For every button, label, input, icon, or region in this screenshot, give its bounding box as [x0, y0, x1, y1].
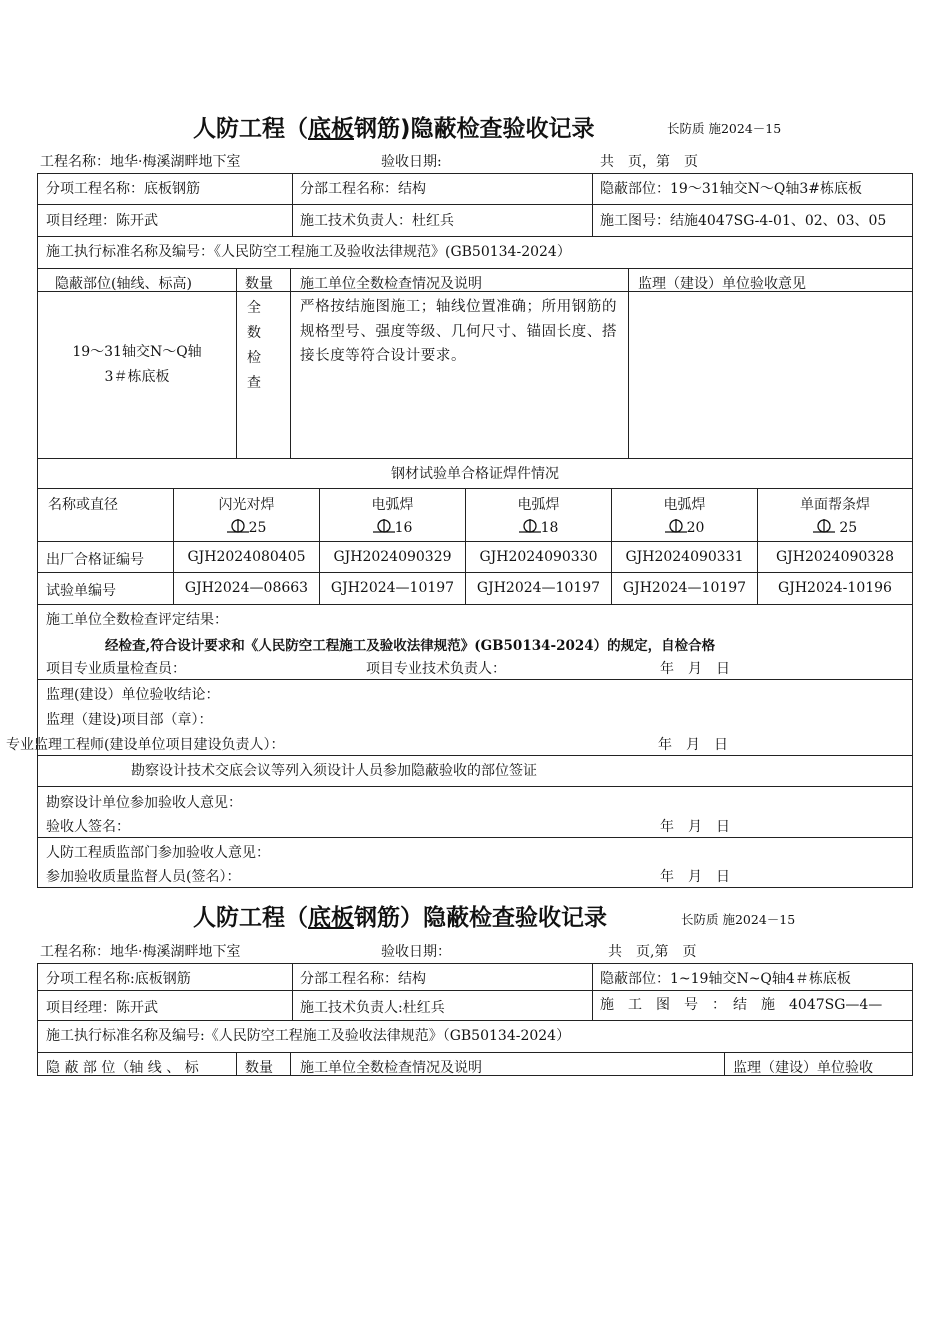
rebar-grade-icon [519, 518, 541, 534]
doc-number: 长防质 施2024－15 [667, 121, 782, 136]
weld-diameter: 16 [320, 518, 465, 536]
hidden-part-value-line2: 3＃栋底板 [104, 369, 170, 385]
supervision-engineer: 专业监理工程师(建设单位项目建设负责人）： [6, 737, 285, 753]
project-name: 工程名称：地华·梅溪湖畔地下室 [40, 154, 241, 170]
accept-date: 验收日期： [381, 944, 451, 960]
quantity-char: 查 [247, 375, 261, 391]
col-quantity: 数量 [245, 276, 273, 292]
page-counter: 共 页，第 页 [600, 154, 698, 170]
certificate-row-label: 出厂合格证编号 [46, 552, 144, 568]
col-check-description: 施工单位全数检查情况及说明 [300, 276, 482, 292]
civil-defense-opinion: 人防工程质监部门参加验收人意见： [46, 845, 270, 861]
quantity-char: 检 [247, 350, 261, 366]
weld-type: 电弧焊 [663, 497, 706, 513]
evaluation-result: 经检查,符合设计要求和《人民防空工程施工及验收法律规范》(GB50134-2024）的规定，自检合格 [105, 638, 716, 654]
hidden-part: 隐蔽部位：19～31轴交N～Q轴3#栋底板 [600, 181, 862, 197]
hidden-part: 隐蔽部位：1~19轴交N~Q轴4＃栋底板 [600, 971, 851, 987]
page-counter: 共 页,第 页 [608, 944, 697, 960]
test-row-label: 试验单编号 [46, 583, 116, 599]
col-hidden-part: 隐蔽部位(轴线、标高) [55, 276, 192, 292]
date-field: 年 月 日 [660, 819, 730, 835]
weld-diameter: 18 [466, 518, 611, 536]
certificate-number: GJH2024090329 [333, 549, 452, 565]
weld-diameter: 25 [758, 518, 912, 536]
col-quantity: 数量 [245, 1060, 273, 1076]
drawing-number: 施 工 图 号 ： 结 施 4047SG—4— [600, 997, 883, 1013]
rebar-grade-icon [665, 518, 687, 534]
hidden-part-value-line1: 19～31轴交N～Q轴 [72, 344, 202, 360]
rebar-grade-icon [227, 518, 249, 534]
weld-diameter: 25 [174, 518, 319, 536]
acceptor-signature: 验收人签名： [46, 819, 130, 835]
certificate-number: GJH2024090330 [479, 549, 598, 565]
record-title: 人防工程（底板钢筋)隐蔽检查验收记录 [193, 116, 595, 142]
design-unit-opinion: 勘察设计单位参加验收人意见： [46, 795, 242, 811]
col-hidden-part: 隐 蔽 部 位（轴 线 、 标 [46, 1060, 199, 1076]
supervision-department: 监理（建设)项目部（章）： [46, 712, 213, 728]
check-description: 严格按结施图施工；轴线位置准确；所用钢筋的规格型号、强度等级、几何尺寸、锚固长度、搭接长度等符合设计要求。 [300, 299, 618, 364]
quantity-char: 全 [247, 300, 261, 316]
weld-row-label: 名称或直径 [48, 497, 118, 513]
test-number: GJH2024—10197 [330, 580, 455, 596]
certificate-number: GJH2024080405 [187, 549, 306, 565]
quality-inspector: 项目专业质量检查员： [46, 661, 186, 677]
design-signoff-note: 勘察设计技术交底会议等列入须设计人员参加隐蔽验收的部位签证 [131, 763, 537, 779]
sub-project-name: 分项工程名称:底板钢筋 [46, 971, 191, 987]
execution-standard: 施工执行标准名称及编号:《人民防空工程施工及验收法律规范》（GB50134-2024） [46, 1028, 571, 1044]
weld-diameter: 20 [612, 518, 757, 536]
rebar-grade-icon [373, 518, 395, 534]
col-check-description: 施工单位全数检查情况及说明 [300, 1060, 482, 1076]
tech-lead: 施工技术负责人：杜红兵 [300, 213, 454, 229]
evaluation-label: 施工单位全数检查评定结果： [46, 612, 228, 628]
tech-lead: 施工技术负责人:杜红兵 [300, 1000, 445, 1016]
weld-type: 单面帮条焊 [800, 497, 870, 513]
quantity-char: 数 [247, 325, 261, 341]
accept-date: 验收日期: [381, 154, 442, 170]
steel-section-header: 钢材试验单合格证焊件情况 [391, 466, 559, 482]
weld-type: 电弧焊 [371, 497, 414, 513]
rebar-grade-icon [813, 518, 835, 534]
test-number: GJH2024—10197 [476, 580, 601, 596]
date-field: 年 月 日 [660, 869, 730, 885]
record-title: 人防工程（底板钢筋）隐蔽检查验收记录 [193, 905, 607, 931]
project-name: 工程名称：地华·梅溪湖畔地下室 [40, 944, 241, 960]
col-supervision-opinion: 监理（建设）单位验收 [733, 1060, 873, 1076]
drawing-number: 施工图号：结施4047SG-4-01、02、03、05 [600, 213, 887, 229]
project-manager: 项目经理：陈开武 [46, 213, 158, 229]
sub-project-name: 分项工程名称：底板钢筋 [46, 181, 200, 197]
test-number: GJH2024—08663 [184, 580, 309, 596]
project-manager: 项目经理：陈开武 [46, 1000, 158, 1016]
test-number: GJH2024—10197 [622, 580, 747, 596]
date-field: 年 月 日 [660, 661, 730, 677]
weld-type: 闪光对焊 [218, 497, 275, 513]
supervision-conclusion: 监理(建设）单位验收结论： [46, 687, 220, 703]
part-project-name: 分部工程名称：结构 [300, 181, 426, 197]
col-supervision-opinion: 监理（建设）单位验收意见 [638, 276, 806, 292]
quality-supervisor-signature: 参加验收质量监督人员(签名）： [46, 869, 241, 885]
execution-standard: 施工执行标准名称及编号：《人民防空工程施工及验收法律规范》(GB50134-2024） [46, 244, 571, 260]
certificate-number: GJH2024090328 [775, 549, 895, 565]
part-project-name: 分部工程名称：结构 [300, 971, 426, 987]
test-number: GJH2024-10196 [778, 580, 892, 596]
tech-responsible: 项目专业技术负责人： [366, 661, 506, 677]
weld-type: 电弧焊 [517, 497, 560, 513]
date-field: 年 月 日 [658, 737, 728, 753]
doc-number: 长防质 施2024－15 [681, 912, 796, 927]
certificate-number: GJH2024090331 [625, 549, 744, 565]
